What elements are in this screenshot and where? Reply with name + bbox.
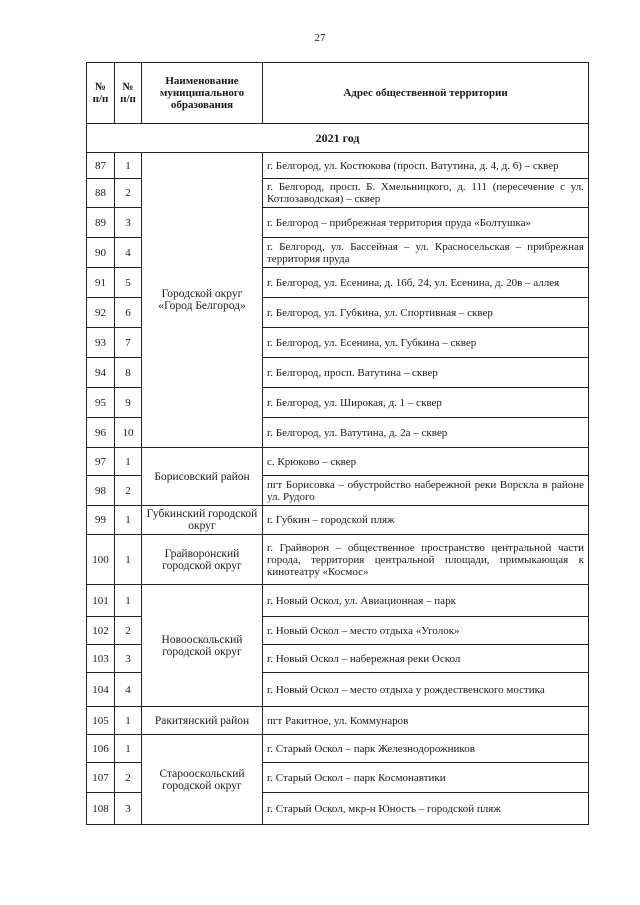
row-number-overall: 87: [87, 153, 115, 179]
territory-address: г. Белгород, ул. Есенина, д. 16б, 24, ул. Есенина, д. 20в – аллея: [263, 268, 589, 298]
territory-address: г. Старый Оскол, мкр-н Юность – городской пляж: [263, 793, 589, 825]
year-row: [87, 124, 589, 153]
territory-address: г. Белгород, ул. Широкая, д. 1 – сквер: [263, 388, 589, 418]
row-number-local: 1: [115, 506, 142, 535]
row-number-overall: 108: [87, 793, 115, 825]
row-number-overall: 89: [87, 208, 115, 238]
territory-address: г. Белгород, просп. Ватутина – сквер: [263, 358, 589, 388]
row-number-overall: 91: [87, 268, 115, 298]
row-number-local: 3: [115, 645, 142, 673]
row-number-local: 1: [115, 585, 142, 617]
territory-address: с. Крюково – сквер: [263, 448, 589, 476]
territory-address: г. Белгород, ул. Ватутина, д. 2а – сквер: [263, 418, 589, 448]
row-number-local: 9: [115, 388, 142, 418]
table-row: [87, 585, 589, 617]
row-number-local: 1: [115, 707, 142, 735]
row-number-overall: 100: [87, 535, 115, 585]
header-municipality: Наименование муниципального образования: [142, 63, 263, 124]
row-number-local: 5: [115, 268, 142, 298]
row-number-overall: 97: [87, 448, 115, 476]
territory-address: г. Новый Оскол – место отдыха у рождественского мостика: [263, 673, 589, 707]
row-number-local: 1: [115, 535, 142, 585]
row-number-overall: 102: [87, 617, 115, 645]
territory-address: пгт Ракитное, ул. Коммунаров: [263, 707, 589, 735]
row-number-overall: 103: [87, 645, 115, 673]
row-number-overall: 98: [87, 476, 115, 506]
territory-address: г. Губкин – городской пляж: [263, 506, 589, 535]
territory-address: г. Новый Оскол – место отдыха «Уголок»: [263, 617, 589, 645]
territory-address: г. Старый Оскол – парк Железнодорожников: [263, 735, 589, 763]
row-number-overall: 107: [87, 763, 115, 793]
row-number-local: 1: [115, 735, 142, 763]
row-number-overall: 94: [87, 358, 115, 388]
table-row: [87, 448, 589, 476]
page-number: 27: [314, 32, 326, 44]
row-number-local: 3: [115, 208, 142, 238]
year-label: 2021 год: [87, 124, 589, 153]
territory-address: г. Новый Оскол, ул. Авиационная – парк: [263, 585, 589, 617]
municipality-name: Старооскольский городской округ: [142, 735, 263, 825]
row-number-overall: 88: [87, 179, 115, 208]
row-number-local: 2: [115, 617, 142, 645]
header-address: Адрес общественной территории: [263, 63, 589, 124]
municipality-name: Грайворонский городской округ: [142, 535, 263, 585]
territory-address: г. Новый Оскол – набережная реки Оскол: [263, 645, 589, 673]
header-number-local: № п/п: [115, 63, 142, 124]
row-number-local: 2: [115, 763, 142, 793]
municipality-name: Губкинский городской округ: [142, 506, 263, 535]
table-row: [87, 506, 589, 535]
table-header-row: [87, 63, 589, 124]
row-number-overall: 99: [87, 506, 115, 535]
municipality-name: Новооскольский городской округ: [142, 585, 263, 707]
row-number-overall: 101: [87, 585, 115, 617]
territory-address: г. Белгород – прибрежная территория пруда «Болтушка»: [263, 208, 589, 238]
row-number-local: 6: [115, 298, 142, 328]
table-row: [87, 153, 589, 179]
territory-address: г. Белгород, ул. Костюкова (просп. Ватутина, д. 4, д. 6) – сквер: [263, 153, 589, 179]
row-number-local: 8: [115, 358, 142, 388]
table-row: [87, 535, 589, 585]
territory-address: г. Белгород, просп. Б. Хмельницкого, д. 111 (пересечение с ул. Котлозаводская) – сквер: [263, 179, 589, 208]
row-number-local: 1: [115, 448, 142, 476]
row-number-overall: 104: [87, 673, 115, 707]
row-number-overall: 105: [87, 707, 115, 735]
row-number-local: 4: [115, 673, 142, 707]
row-number-overall: 96: [87, 418, 115, 448]
municipality-name: Борисовский район: [142, 448, 263, 506]
territory-address: г. Белгород, ул. Губкина, ул. Спортивная – сквер: [263, 298, 589, 328]
territory-address: г. Грайворон – общественное пространство центральной части города, территория центральной площади, примыкающая к кинотеатру «Космос»: [263, 535, 589, 585]
row-number-local: 2: [115, 179, 142, 208]
row-number-local: 1: [115, 153, 142, 179]
territory-address: г. Белгород, ул. Есенина, ул. Губкина – сквер: [263, 328, 589, 358]
row-number-local: 2: [115, 476, 142, 506]
row-number-overall: 92: [87, 298, 115, 328]
header-number-overall: № п/п: [87, 63, 115, 124]
territory-address: пгт Борисовка – обустройство набережной реки Ворскла в районе ул. Рудого: [263, 476, 589, 506]
row-number-local: 7: [115, 328, 142, 358]
row-number-overall: 93: [87, 328, 115, 358]
municipality-name: Городской округ «Город Белгород»: [142, 153, 263, 448]
row-number-local: 4: [115, 238, 142, 268]
territory-address: г. Старый Оскол – парк Космонавтики: [263, 763, 589, 793]
row-number-overall: 95: [87, 388, 115, 418]
municipality-name: Ракитянский район: [142, 707, 263, 735]
row-number-overall: 106: [87, 735, 115, 763]
row-number-local: 10: [115, 418, 142, 448]
table-row: [87, 735, 589, 763]
row-number-local: 3: [115, 793, 142, 825]
row-number-overall: 90: [87, 238, 115, 268]
territory-address: г. Белгород, ул. Бассейная – ул. Красносельская – прибрежная территория пруда: [263, 238, 589, 268]
public-territories-table: [86, 62, 589, 825]
table-row: [87, 707, 589, 735]
